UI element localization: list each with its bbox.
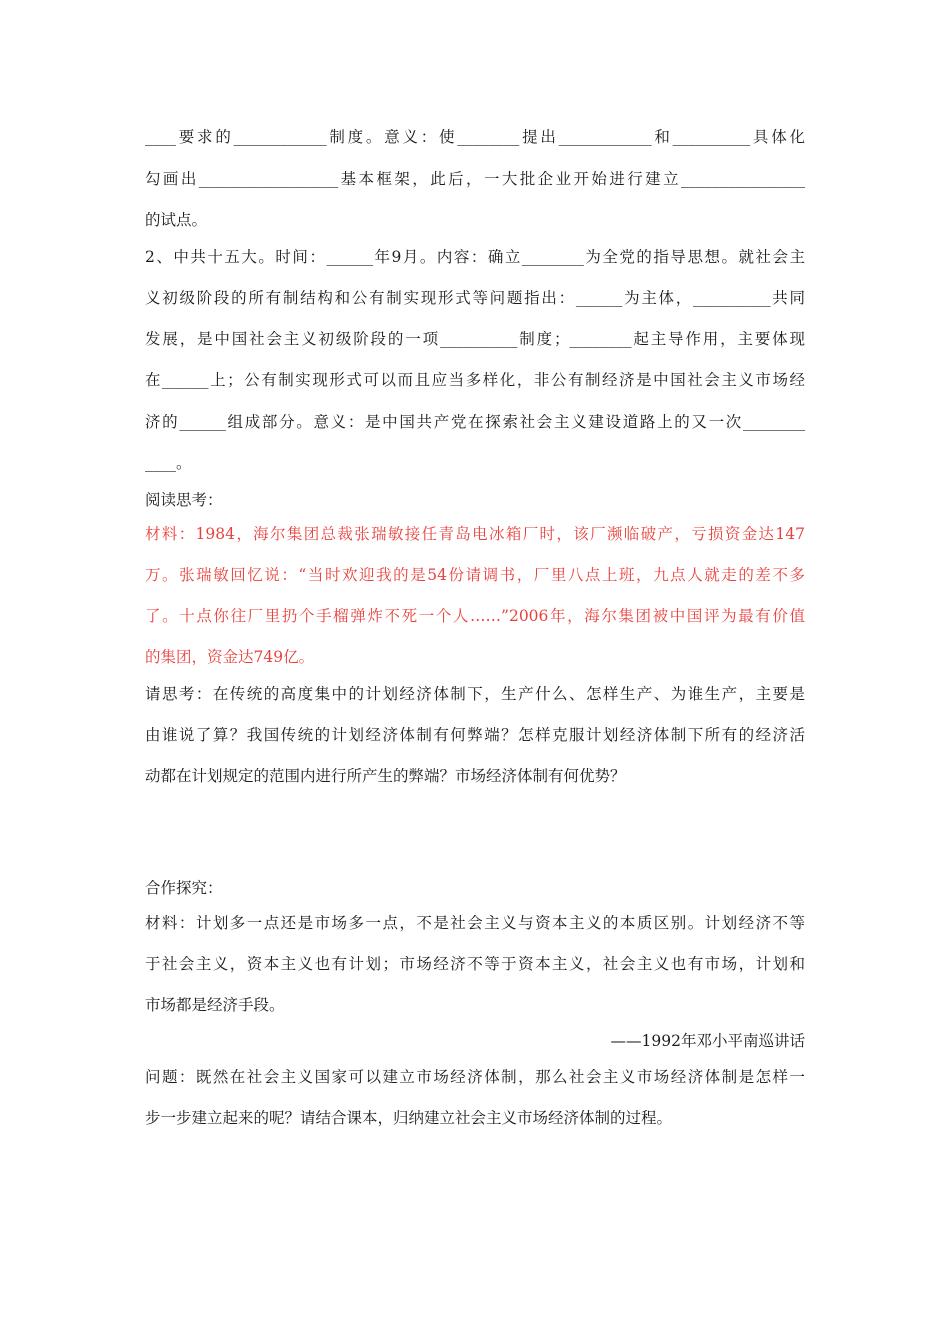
congress-15-line-5: 济的______组成部分。意义：是中国共产党在探索社会主义建设道路上的又一次________: [145, 413, 805, 431]
question-line-3: 动都在计划规定的范围内进行所产生的弊端？市场经济体制有何优势？: [145, 767, 626, 785]
question-line-2: 由谁说了算？我国传统的计划经济体制有何弊端？怎样克服计划经济体制下所有的经济活: [145, 726, 805, 744]
congress-15-line-4: 在______上；公有制实现形式可以而且应当多样化，非公有制经济是中国社会主义市场经: [145, 371, 805, 389]
coop-material-line-3: 市场都是经济手段。: [145, 996, 285, 1014]
congress-15-line-6: ____。: [145, 454, 192, 472]
material-line-1: 材料：1984，海尔集团总裁张瑞敏接任青岛电冰箱厂时，该厂濒临破产，亏损资金达147: [145, 525, 805, 543]
reading-heading: 阅读思考：: [145, 491, 223, 509]
material-line-2: 万。张瑞敏回忆说：“当时欢迎我的是54份请调书，厂里八点上班，九点人就走的差不多: [145, 566, 805, 584]
fill-blank-line-3: 的试点。: [145, 211, 208, 229]
problem-line-2: 步一步建立起来的呢？请结合课本，归纳建立社会主义市场经济体制的过程。: [145, 1109, 673, 1127]
question-line-1: 请思考：在传统的高度集中的计划经济体制下，生产什么、怎样生产、为谁生产，主要是: [145, 685, 805, 703]
congress-15-line-1: 2、中共十五大。时间：______年9月。内容：确立________为全党的指导思想。就社会主: [145, 248, 805, 266]
material-line-3: 了。十点你往厂里扔个手榴弹炸不死一个人……”2006年，海尔集团被中国评为最有价值: [145, 607, 805, 625]
material-line-4: 的集团，资金达749亿。: [145, 648, 315, 666]
congress-15-line-2: 义初级阶段的所有制结构和公有制实现形式等问题指出：______为主体，__________共同: [145, 289, 805, 307]
congress-15-line-3: 发展，是中国社会主义初级阶段的一项__________制度；________起主导作用，主要体现: [145, 330, 805, 348]
coop-material-line-2: 于社会主义，资本主义也有计划；市场经济不等于资本主义，社会主义也有市场，计划和: [145, 955, 805, 973]
problem-line-1: 问题：既然在社会主义国家可以建立市场经济体制，那么社会主义市场经济体制是怎样一: [145, 1068, 805, 1086]
fill-blank-line-2: 勾画出__________________基本框架，此后，一大批企业开始进行建立________________: [145, 170, 805, 188]
fill-blank-line-1: ____要求的____________制度。意义：使________提出____________和__________具体化: [145, 128, 805, 146]
quote-attribution: ——1992年邓小平南巡讲话: [610, 1032, 805, 1050]
coop-material-line-1: 材料：计划多一点还是市场多一点，不是社会主义与资本主义的本质区别。计划经济不等: [145, 914, 805, 932]
cooperation-heading: 合作探究：: [145, 879, 223, 897]
